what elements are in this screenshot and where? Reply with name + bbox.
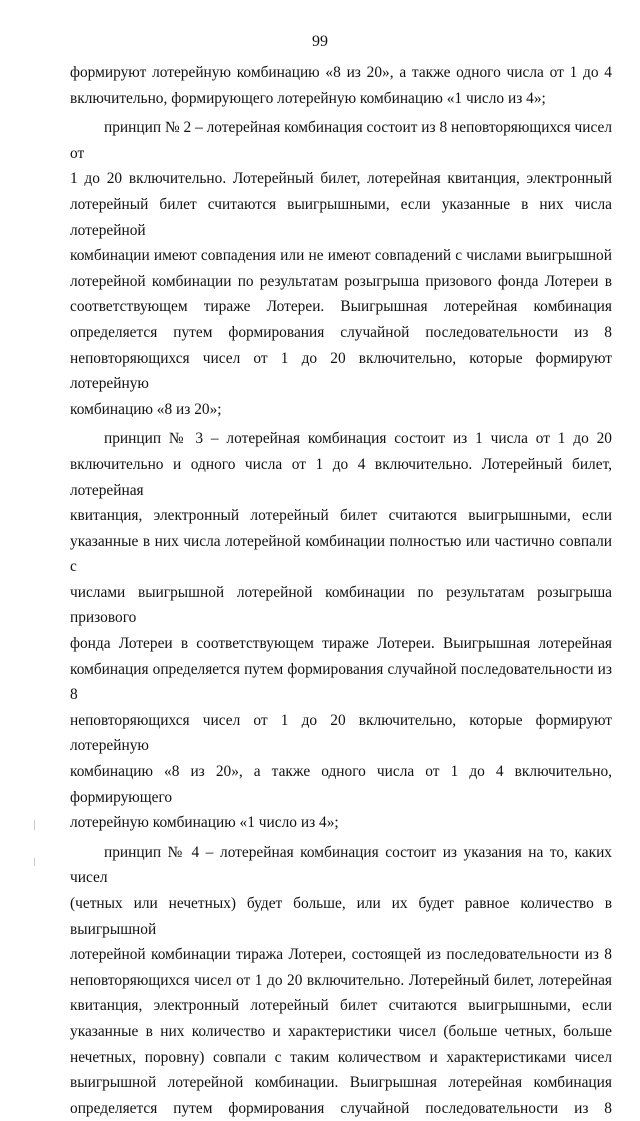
text-line: неповторяющихся чисел от 1 до 20 включительно, которые формируют лотерейную	[70, 711, 612, 755]
text-line: лотерейной комбинации тиража Лотереи, состоящей из последовательности из 8	[70, 946, 612, 964]
text-line: указанные в них числа лотерейной комбинации полностью или частично совпали с	[70, 532, 612, 576]
text-line: комбинации имеют совпадения или не имеют совпадений с числами выигрышной	[70, 247, 612, 265]
text-line: 1 до 20 включительно. Лотерейный билет, лотерейная квитанция, электронный	[70, 170, 612, 188]
text-line: принцип № 3 – лотерейная комбинация состоит из 1 числа от 1 до 20	[104, 430, 612, 448]
text-line: нечетных, поровну) совпали с таким количеством и характеристиками чисел	[70, 1048, 612, 1066]
text-line: неповторяющихся чисел от 1 до 20 включительно, которые формируют лотерейную	[70, 349, 612, 393]
text-line: квитанция, электронный лотерейный билет считаются выигрышными, если	[70, 507, 612, 525]
paragraph-principle-3	[70, 426, 612, 836]
paragraph-principle-4	[70, 840, 612, 1121]
text-line: указанные в них количество и характеристики чисел (больше четных, больше	[70, 1022, 612, 1040]
scan-edge-mark	[34, 858, 35, 866]
text-line: лотерейной комбинации по результатам розыгрыша призового фонда Лотереи в	[70, 272, 612, 290]
paragraph-continuation	[70, 60, 612, 111]
text-line: квитанция, электронный лотерейный билет считаются выигрышными, если	[70, 997, 612, 1015]
text-line: комбинацию «8 из 20», а также одного числа от 1 до 4 включительно, формирующего	[70, 763, 612, 806]
document-body	[70, 60, 612, 1121]
scan-edge-mark	[34, 820, 35, 830]
text-line: формируют лотерейную комбинацию «8 из 20», а также одного числа от 1 до 4	[70, 64, 612, 81]
page-number: 99	[312, 33, 328, 50]
text-line: фонда Лотереи в соответствующем тираже Лотереи. Выигрышная лотерейная	[70, 635, 612, 653]
text-line: определяется путем формирования случайной последовательности из 8	[70, 323, 612, 341]
text-line: лотерейную комбинацию «1 число из 4»;	[70, 814, 339, 832]
text-line: определяется путем формирования случайной последовательности из 8	[70, 1099, 612, 1117]
text-line: неповторяющихся чисел от 1 до 20 включительно. Лотерейный билет, лотерейная	[70, 971, 612, 989]
paragraph-principle-2	[70, 115, 612, 422]
text-line: числами выигрышной лотерейной комбинации по результатам розыгрыша призового	[70, 583, 612, 627]
text-line: соответствующем тираже Лотереи. Выигрышная лотерейная комбинация	[70, 298, 612, 316]
text-line: выигрышной лотерейной комбинации. Выигрышная лотерейная комбинация	[70, 1074, 612, 1092]
text-line: (четных или нечетных) будет больше, или их будет равное количество в выигрышной	[70, 895, 612, 938]
text-line: принцип № 2 – лотерейная комбинация состоит из 8 неповторяющихся чисел от	[70, 119, 612, 162]
text-line: включительно и одного числа от 1 до 4 включительно. Лотерейный билет, лотерейная	[70, 455, 612, 499]
text-line: принцип № 4 – лотерейная комбинация состоит из указания на то, каких чисел	[70, 843, 612, 887]
text-line: комбинацию «8 из 20»;	[70, 400, 222, 418]
text-line: включительно, формирующего лотерейную комбинацию «1 число из 4»;	[70, 89, 546, 107]
text-line: комбинация определяется путем формирования случайной последовательности из 8	[70, 660, 612, 704]
text-line: лотерейный билет считаются выигрышными, если указанные в них числа лотерейной	[70, 195, 612, 239]
